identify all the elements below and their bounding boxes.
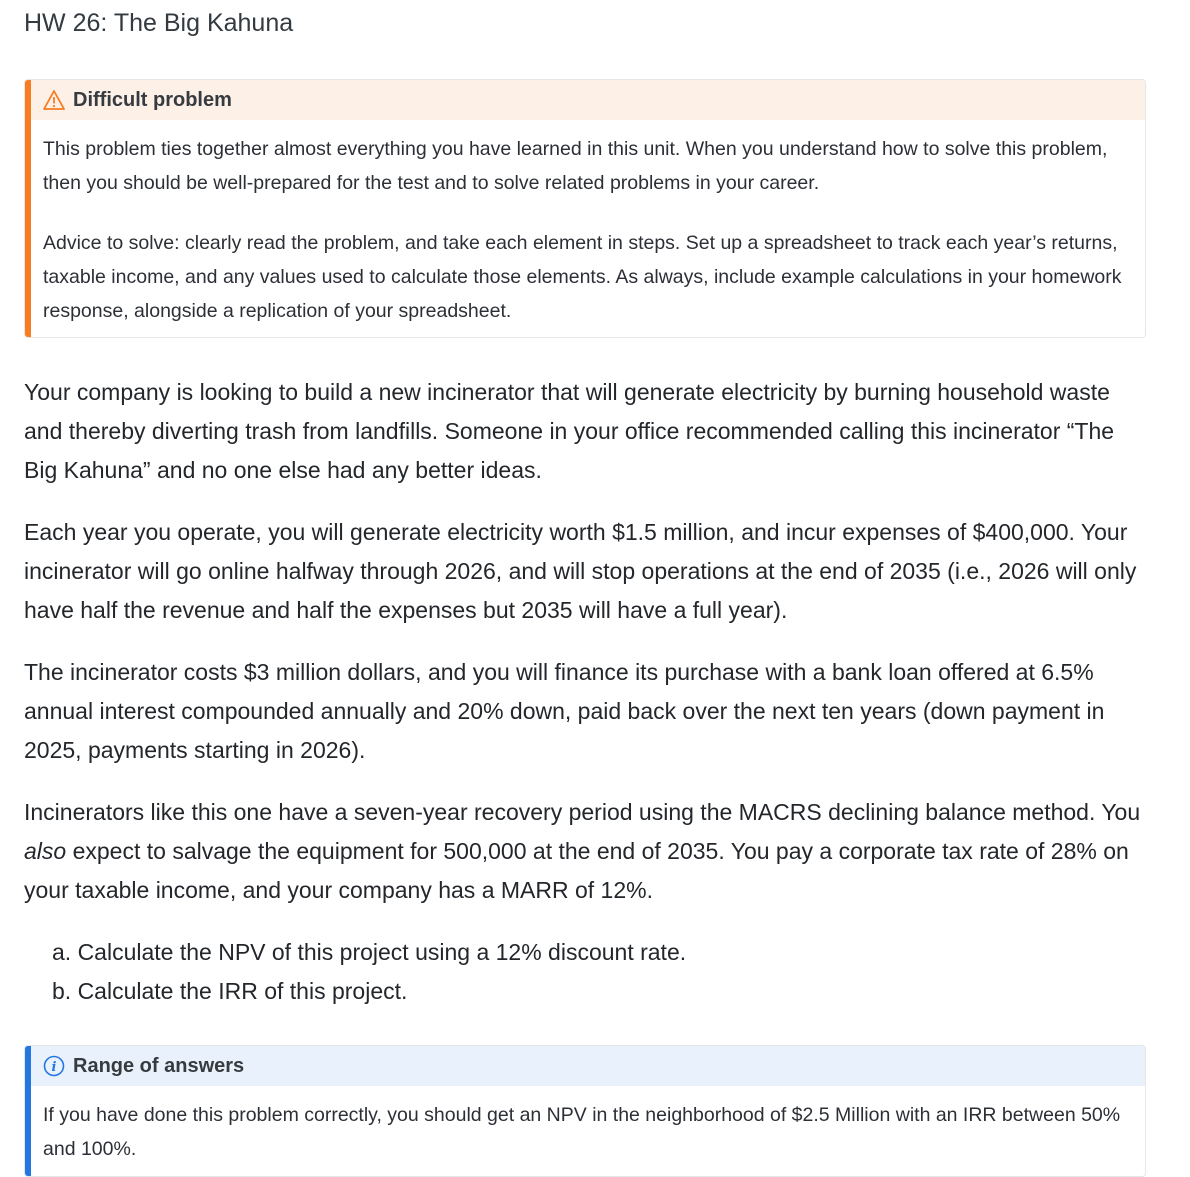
question-list <box>24 933 1146 1011</box>
problem-statement <box>24 373 1146 1011</box>
question-item-a: a. Calculate the NPV of this project using a 12% discount rate. <box>52 939 687 965</box>
warning-callout-title: Difficult problem <box>73 88 232 111</box>
warning-callout-paragraph-1: This problem ties together almost everything you have learned in this unit. When you understand how to solve this problem, then you should be well-prepared for the test and to solve related problems in your career. <box>43 138 1108 194</box>
note-callout-inner <box>31 1046 1145 1176</box>
problem-paragraph-4-start: Incinerators like this one have a seven-year recovery period using the MACRS declining balance method. You <box>24 799 1141 825</box>
note-callout-header <box>31 1046 1145 1086</box>
note-callout-body <box>31 1086 1145 1177</box>
page-title: HW 26: The Big Kahuna <box>24 9 294 37</box>
warning-callout-paragraph-2: Advice to solve: clearly read the problem, and take each element in steps. Set up a spreadsheet to track each year’s returns, taxable income, and any values used to calculate those elements. As always, include example calculations in your homework response, alongside a replication of your spreadsheet. <box>43 232 1122 322</box>
info-circle-icon <box>43 1055 65 1077</box>
warning-callout-body <box>31 120 1145 338</box>
problem-paragraph-4 <box>24 793 1146 910</box>
emphasis-also: also <box>24 838 67 864</box>
warning-callout-inner <box>31 80 1145 337</box>
warning-callout <box>24 79 1146 338</box>
problem-paragraph-1: Your company is looking to build a new incinerator that will generate electricity by burning household waste and thereby diverting trash from landfills. Someone in your office recommended calling this incinerator “The Big Kahuna” and no one else had any better ideas. <box>24 379 1115 483</box>
note-callout <box>24 1045 1146 1177</box>
document-page <box>24 0 1146 1177</box>
note-callout-paragraph-1: If you have done this problem correctly, you should get an NPV in the neighborhood of $2.5 Million with an IRR between 50% and 100%. <box>43 1104 1121 1160</box>
warning-callout-header <box>31 80 1145 120</box>
problem-paragraph-3: The incinerator costs $3 million dollars, and you will finance its purchase with a bank loan offered at 6.5% annual interest compounded annually and 20% down, paid back over the next ten years (down payment in 2025, payments starting in 2026). <box>24 659 1105 763</box>
svg-text:i: i <box>51 1060 57 1075</box>
warning-triangle-icon <box>43 89 65 111</box>
problem-paragraph-4-end: expect to salvage the equipment for 500,000 at the end of 2035. You pay a corporate tax rate of 28% on your taxable income, and your company has a MARR of 12%. <box>24 838 1129 903</box>
question-item-b: b. Calculate the IRR of this project. <box>52 978 408 1004</box>
problem-paragraph-2: Each year you operate, you will generate electricity worth $1.5 million, and incur expenses of $400,000. Your incinerator will go online halfway through 2026, and will stop operations at the end of 2035 (i.e., 2026 will only have half the revenue and half the expenses but 2035 will have a full year). <box>24 519 1137 623</box>
note-callout-title: Range of answers <box>73 1054 245 1077</box>
